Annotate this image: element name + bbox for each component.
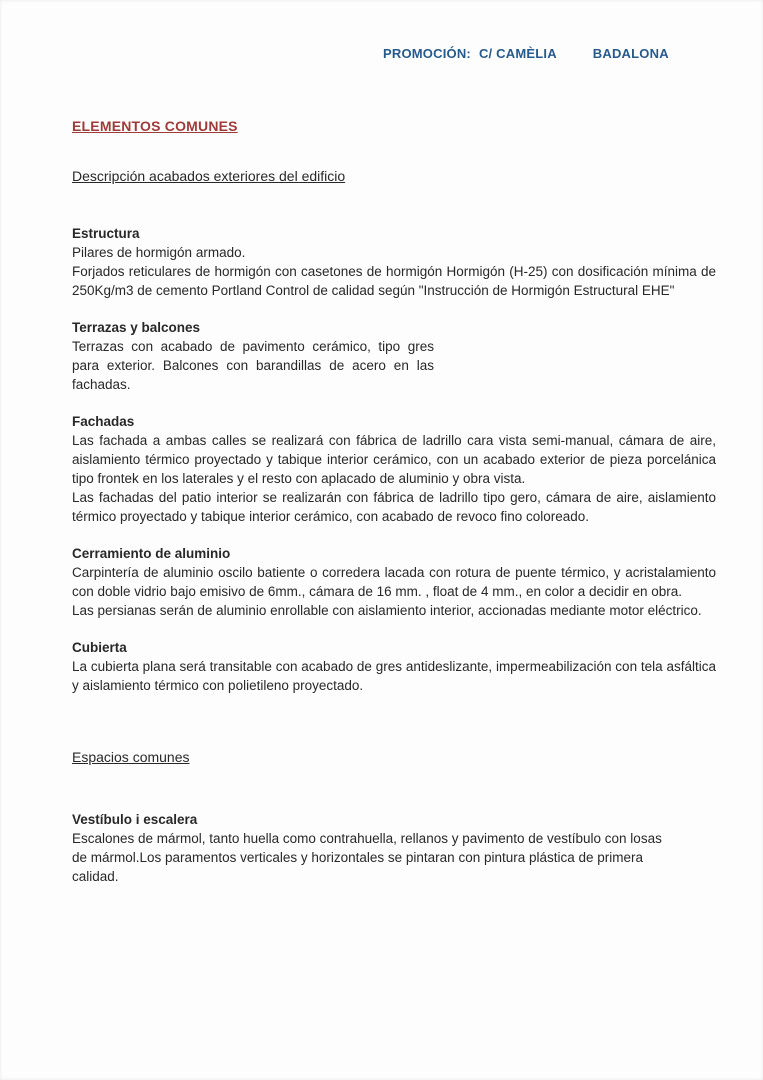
section-heading-cerramiento: Cerramiento de aluminio	[72, 546, 231, 561]
paragraph-vestibulo: Escalones de mármol, tanto huella como contrahuella, rellanos y pavimento de vestíbulo con losas de mármol.Los paramentos verticales y horizontales se pintaran con pintura plástica de primera calidad.	[72, 831, 662, 884]
paragraph-fachadas-1: Las fachada a ambas calles se realizará con fábrica de ladrillo cara vista semi-manual, cámara de aire, aislamiento térmico proyectado y tabique interior cerámico, con un acabado exterior de pieza porcelánica tipo frontek en los laterales y el resto con aplacado de aluminio y obra vista.	[72, 433, 716, 486]
document-title: ELEMENTOS COMUNES	[72, 118, 238, 134]
paragraph-fachadas-2: Las fachadas del patio interior se realizarán con fábrica de ladrillo tipo gero, cámara de aire, aislamiento térmico proyectado y tabique interior cerámico, con acabado de revoco fino coloreado.	[72, 490, 716, 524]
promotion-label: PROMOCIÓN:	[383, 46, 471, 61]
section-heading-estructura: Estructura	[72, 226, 140, 241]
promotion-city: BADALONA	[592, 46, 669, 61]
section-heading-terrazas: Terrazas y balcones	[72, 320, 201, 335]
paragraph-estructura-2: Forjados reticulares de hormigón con casetones de hormigón Hormigón (H-25) con dosificación mínima de 250Kg/m3 de cemento Portland Control de calidad según "Instrucción de Hormigón Estructural EHE"	[72, 264, 716, 298]
document-header	[383, 0, 716, 61]
section-vestibulo-escalera	[72, 810, 716, 886]
paragraph-estructura-1: Pilares de hormigón armado.	[72, 245, 246, 260]
promotion-street: C/ CAMÈLIA	[478, 46, 557, 61]
section-heading-vestibulo: Vestíbulo i escalera	[72, 812, 198, 827]
section-estructura	[72, 224, 716, 300]
paragraph-cerramiento-2: Las persianas serán de aluminio enrollable con aislamiento interior, accionadas mediante motor eléctrico.	[72, 603, 702, 618]
paragraph-terrazas: Terrazas con acabado de pavimento cerámico, tipo gres para exterior. Balcones con barandillas de acero en las fachadas.	[72, 339, 434, 392]
subtitle-espacios-comunes: Espacios comunes	[72, 749, 190, 765]
section-cubierta	[72, 638, 716, 695]
paragraph-cerramiento-1: Carpintería de aluminio oscilo batiente o corredera lacada con rotura de puente térmico, y acristalamiento con doble vidrio bajo emisivo de 6mm., cámara de 16 mm. , float de 4 mm., en color a decidir en obra.	[72, 565, 716, 599]
section-fachadas	[72, 412, 716, 526]
section-heading-fachadas: Fachadas	[72, 414, 135, 429]
subtitle-exterior-finishes: Descripción acabados exteriores del edificio	[72, 168, 346, 184]
section-terrazas-balcones	[72, 318, 716, 394]
section-heading-cubierta: Cubierta	[72, 640, 127, 655]
paragraph-cubierta: La cubierta plana será transitable con acabado de gres antideslizante, impermeabilización con tela asfáltica y aislamiento térmico con polietileno proyectado.	[72, 659, 716, 693]
section-cerramiento-aluminio	[72, 544, 716, 620]
